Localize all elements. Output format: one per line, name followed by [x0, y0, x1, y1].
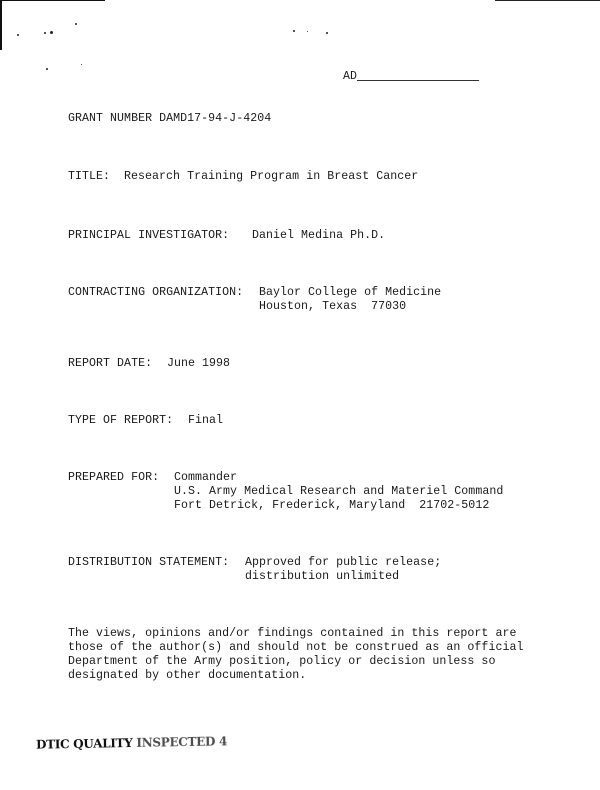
- scan-speck: [44, 32, 46, 34]
- disclaimer-line: The views, opinions and/or findings contained in this report are: [68, 627, 517, 640]
- stamp-suffix: INSPECTED 4: [136, 734, 228, 750]
- prepared-for-line-2: U.S. Army Medical Research and Materiel Command: [174, 485, 504, 498]
- prepared-for-line-1: Commander: [174, 471, 238, 484]
- dtic-quality-stamp: [36, 734, 227, 751]
- principal-investigator-label: PRINCIPAL INVESTIGATOR:: [68, 229, 230, 242]
- scan-speck: [75, 23, 77, 25]
- distribution-statement-line-1: Approved for public release;: [245, 556, 442, 569]
- contracting-organization-label: CONTRACTING ORGANIZATION:: [68, 286, 244, 299]
- scan-border-left: [0, 0, 2, 50]
- scan-speck: [46, 68, 48, 70]
- principal-investigator-value: Daniel Medina Ph.D.: [252, 229, 386, 242]
- disclaimer-line: those of the author(s) and should not be construed as an official: [68, 641, 524, 654]
- stamp-prefix: DTIC QUALITY: [35, 735, 133, 752]
- report-date-value: June 1998: [167, 357, 231, 370]
- prepared-for-label: PREPARED FOR:: [68, 471, 160, 484]
- grant-number-value: DAMD17-94-J-4204: [159, 112, 272, 125]
- title-value: Research Training Program in Breast Cancer: [124, 170, 419, 183]
- contracting-organization-line-1: Baylor College of Medicine: [259, 286, 442, 299]
- scan-speck: [293, 30, 295, 32]
- disclaimer-line: Department of the Army position, policy or decision unless so: [68, 655, 496, 668]
- contracting-organization-line-2: Houston, Texas 77030: [259, 300, 407, 313]
- scan-border-top-right: [495, 0, 600, 1]
- scan-speck: [17, 34, 19, 36]
- scan-speck: [307, 31, 308, 32]
- scan-speck: [326, 32, 328, 34]
- grant-number-label: GRANT NUMBER: [68, 112, 153, 125]
- report-date-label: REPORT DATE:: [68, 357, 153, 370]
- type-of-report-label: TYPE OF REPORT:: [68, 414, 174, 427]
- grant-number-row: [68, 112, 271, 126]
- ad-number-blank-line: [357, 80, 479, 81]
- scan-speck: [81, 64, 82, 65]
- distribution-statement-line-2: distribution unlimited: [245, 570, 400, 583]
- type-of-report-value: Final: [188, 414, 224, 427]
- distribution-statement-label: DISTRIBUTION STATEMENT:: [68, 556, 230, 569]
- scan-border-top: [0, 0, 105, 1]
- ad-label: AD: [343, 70, 358, 83]
- prepared-for-line-3: Fort Detrick, Frederick, Maryland 21702-5012: [174, 499, 490, 512]
- title-label: TITLE:: [68, 170, 111, 183]
- scan-speck: [50, 31, 53, 34]
- disclaimer-line: designated by other documentation.: [68, 669, 307, 682]
